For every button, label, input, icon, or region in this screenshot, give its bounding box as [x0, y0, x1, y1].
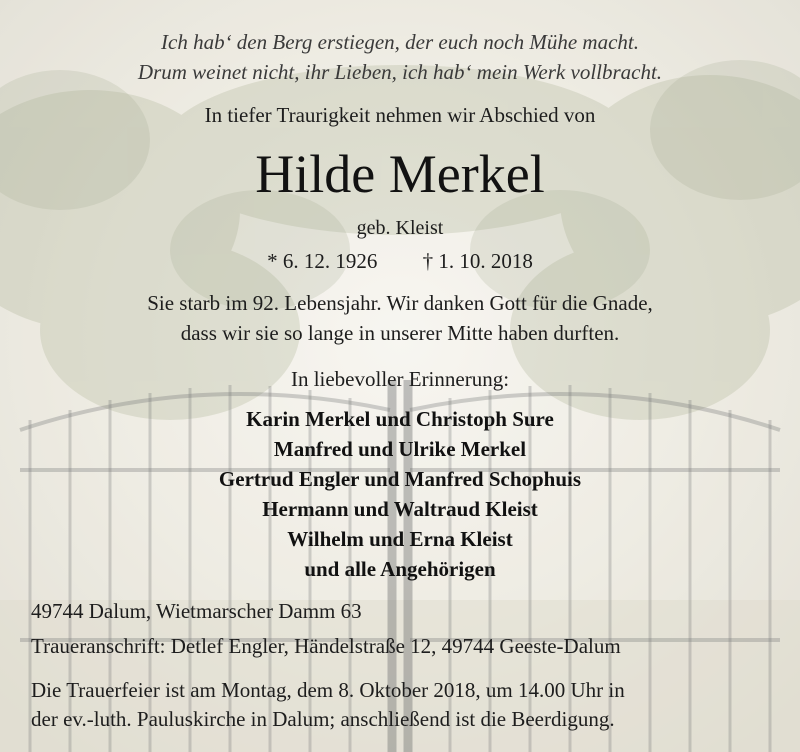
birth-date: * 6. 12. 1926: [267, 249, 378, 273]
mourner-line: Manfred und Ulrike Merkel: [273, 437, 527, 461]
birth-name: geb. Kleist: [356, 217, 444, 239]
death-date: † 1. 10. 2018: [422, 249, 533, 273]
ceremony-line-1: Die Trauerfeier ist am Montag, dem 8. Oktober 2018, um 14.00 Uhr in: [31, 678, 625, 702]
verse-line-1: Ich hab‘ den Berg erstiegen, der euch noch Mühe macht.: [161, 30, 639, 54]
verse-line-2: Drum weinet nicht, ihr Lieben, ich hab‘ mein Werk vollbracht.: [137, 60, 663, 84]
statement-line-1: Sie starb im 92. Lebensjahr. Wir danken Gott für die Gnade,: [147, 291, 653, 315]
mourner-line: Karin Merkel und Christoph Sure: [246, 407, 554, 431]
family-address: 49744 Dalum, Wietmarscher Damm 63: [31, 599, 362, 623]
memory-heading: In liebevoller Erinnerung:: [290, 367, 510, 391]
mourner-line: und alle Angehörigen: [304, 557, 496, 581]
life-dates: [0, 249, 800, 274]
deceased-name: Hilde Merkel: [255, 144, 545, 204]
ceremony-line-2: der ev.-luth. Pauluskirche in Dalum; anschließend ist die Beerdigung.: [31, 707, 615, 731]
statement-line-2: dass wir sie so lange in unserer Mitte haben durften.: [180, 321, 620, 345]
mourner-line: Hermann und Waltraud Kleist: [262, 497, 538, 521]
mourner-line: Gertrud Engler und Manfred Schophuis: [218, 467, 582, 491]
mourning-address: Traueranschrift: Detlef Engler, Händelstraße 12, 49744 Geeste-Dalum: [31, 634, 621, 658]
intro-text: In tiefer Traurigkeit nehmen wir Abschied von: [204, 103, 596, 127]
mourner-line: Wilhelm und Erna Kleist: [287, 527, 513, 551]
